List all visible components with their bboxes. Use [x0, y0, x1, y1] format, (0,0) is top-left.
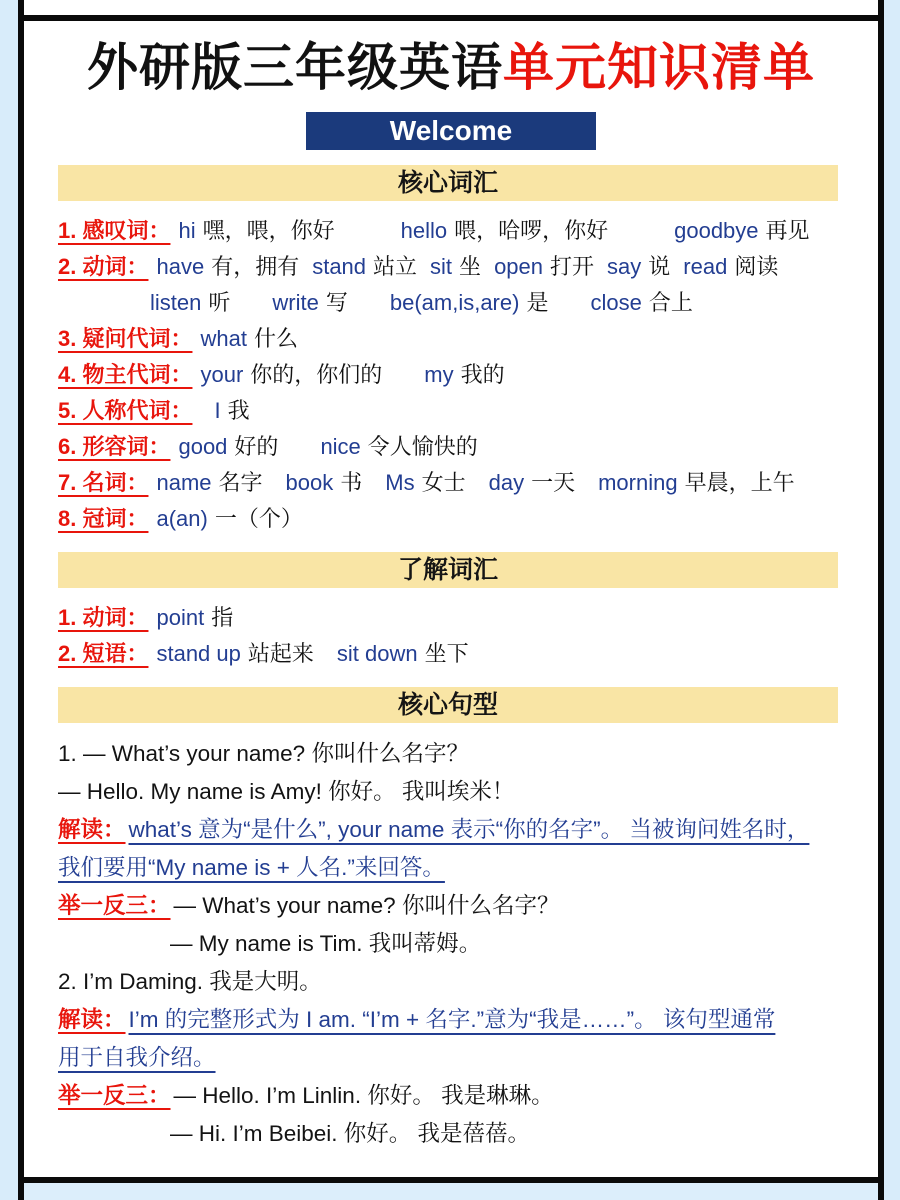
vocab-en: write: [272, 290, 319, 316]
example-block-2: [58, 1077, 844, 1153]
vocab-zh: 坐下: [424, 641, 469, 667]
vocab-line-known-verbs: [58, 600, 844, 636]
vocab-items: [156, 249, 778, 285]
unit-banner: Welcome: [306, 112, 596, 150]
vocab-en: read: [683, 254, 728, 280]
example-label: 举一反三：: [58, 1083, 171, 1109]
vocab-line-possessive-pronouns: [58, 357, 844, 393]
note-label: 解读：: [58, 817, 126, 843]
vocab-item: [178, 213, 334, 249]
section-header-core-vocab: 核心词汇: [58, 165, 838, 201]
sentence-statement-2: 2. I’m Daming. 我是大明。: [58, 969, 322, 995]
vocab-en: stand: [312, 254, 367, 280]
vocab-zh: 坐: [459, 254, 482, 280]
vocab-item: [494, 249, 594, 285]
vocab-item: [430, 249, 481, 285]
vocab-item: [156, 501, 302, 537]
vocab-zh: 写: [325, 290, 348, 316]
note-text: I’m 的完整形式为 I am. “I’m + 名字.”意为“我是……”。 该句型通常: [128, 1007, 776, 1033]
example-block-1: [58, 887, 844, 963]
vocab-en: listen: [150, 290, 202, 316]
vocab-line-nouns: [58, 465, 844, 501]
vocab-label: 4. 物主代词：: [58, 362, 193, 388]
vocab-zh: 一天: [531, 470, 576, 496]
vocab-line-personal-pronouns: [58, 393, 844, 429]
vocab-line-adjectives: [58, 429, 844, 465]
vocab-items: [150, 285, 693, 321]
worksheet-card: [24, 15, 878, 1183]
vocab-item: [200, 321, 298, 357]
vocab-label: 3. 疑问代词：: [58, 326, 193, 352]
sentence-question-1: 1. — What’s your name? 你叫什么名字？: [58, 741, 469, 767]
page-title: [58, 37, 844, 99]
vocab-line-interrogative-pronouns: [58, 321, 844, 357]
vocab-item: [590, 285, 692, 321]
vocab-item: [150, 285, 230, 321]
vocab-line-verbs-continued: [58, 285, 844, 321]
vocab-item: [385, 465, 465, 501]
vocab-item: [312, 249, 417, 285]
vocab-items: [178, 429, 477, 465]
vocab-label: 6. 形容词：: [58, 434, 171, 460]
bottom-margin-strip: [24, 1183, 878, 1200]
vocab-en: my: [424, 362, 454, 388]
vocab-en: Ms: [385, 470, 415, 496]
vocab-item: [401, 213, 609, 249]
vocab-item: [598, 465, 795, 501]
vocab-items: [200, 321, 298, 357]
vocab-item: [390, 285, 549, 321]
example-line: [58, 1077, 844, 1115]
vocab-item: [607, 249, 670, 285]
vocab-zh: 我: [227, 398, 250, 424]
vocab-zh: 指: [211, 605, 234, 631]
vocab-zh: 听: [208, 290, 231, 316]
vocab-items: [200, 393, 249, 429]
vocab-label: 5. 人称代词：: [58, 398, 193, 424]
vocab-items: [200, 357, 504, 393]
vocab-item: [337, 636, 469, 672]
vocab-item: [674, 213, 809, 249]
vocab-zh: 女士: [421, 470, 466, 496]
vocab-zh: 我的: [460, 362, 505, 388]
vocab-en: hello: [400, 218, 448, 244]
vocab-line-verbs: [58, 249, 844, 285]
vocab-zh: 喂，哈啰，你好: [454, 218, 609, 244]
vocab-zh: 是: [526, 290, 549, 316]
page-title-black: 外研版三年级英语: [86, 39, 503, 96]
vocab-label: 8. 冠词：: [58, 506, 149, 532]
vocab-zh: 站起来: [247, 641, 314, 667]
vocab-en: good: [178, 434, 228, 460]
vocab-en: what: [200, 326, 247, 352]
vocab-items: [156, 636, 468, 672]
section-header-known-vocab: 了解词汇: [58, 552, 838, 588]
vocab-item: [156, 465, 262, 501]
vocab-zh: 说: [648, 254, 671, 280]
vocab-items: [156, 501, 302, 537]
vocab-en: book: [285, 470, 334, 496]
vocab-zh: 好的: [234, 434, 279, 460]
vocab-en: stand up: [156, 641, 241, 667]
vocab-en: open: [494, 254, 544, 280]
vocab-items: [178, 213, 809, 249]
vocab-zh: 早晨，上午: [684, 470, 795, 496]
vocab-en: say: [607, 254, 642, 280]
vocab-item: [156, 636, 313, 672]
vocab-line-interjections: [58, 213, 844, 249]
vocab-item: [683, 249, 778, 285]
note-line: [58, 811, 844, 849]
vocab-item: [178, 429, 278, 465]
example-line: [58, 925, 844, 963]
vocab-item: [320, 429, 477, 465]
vocab-en: your: [200, 362, 244, 388]
page-title-red: 单元知识清单: [503, 39, 816, 96]
vocab-items: [156, 465, 794, 501]
vocab-zh: 名字: [218, 470, 263, 496]
vocab-en: sit: [430, 254, 453, 280]
vocab-line-phrases: [58, 636, 844, 672]
sentence-answer-1: — Hello. My name is Amy! 你好。 我叫埃米！: [58, 779, 515, 805]
vocab-en: be(am,is,are): [389, 290, 520, 316]
vocab-en: nice: [320, 434, 361, 460]
note-block-1: [58, 811, 844, 887]
example-label: 举一反三：: [58, 893, 171, 919]
section-header-sentence-patterns: 核心句型: [58, 687, 838, 723]
example-text: — Hello. I’m Linlin. 你好。 我是琳琳。: [173, 1083, 554, 1109]
vocab-zh: 有，拥有: [211, 254, 300, 280]
vocab-item: [424, 357, 504, 393]
vocab-label: 2. 短语：: [58, 641, 149, 667]
vocab-en: I: [214, 398, 221, 424]
vocab-label: 2. 动词：: [58, 254, 149, 280]
vocab-item: [286, 465, 363, 501]
note-label: 解读：: [58, 1007, 126, 1033]
vocab-item: [200, 357, 382, 393]
vocab-en: goodbye: [674, 218, 759, 244]
vocab-zh: 一（个）: [214, 506, 303, 532]
vocab-label: 1. 感叹词：: [58, 218, 171, 244]
vocab-item: [489, 465, 576, 501]
vocab-item: [156, 249, 299, 285]
note-text: what’s 意为“是什么”, your name 表示“你的名字”。 当被询问姓名时，: [128, 817, 810, 843]
example-line: [58, 887, 844, 925]
vocab-en: sit down: [336, 641, 418, 667]
vocab-zh: 什么: [253, 326, 298, 352]
vocab-en: point: [156, 605, 205, 631]
vocab-item: [272, 285, 347, 321]
vocab-en: close: [590, 290, 642, 316]
note-text: 用于自我介绍。: [58, 1045, 216, 1071]
example-text: — Hi. I’m Beibei. 你好。 我是蓓蓓。: [170, 1121, 531, 1147]
vocab-en: a(an): [156, 506, 208, 532]
vocab-zh: 你的，你们的: [250, 362, 383, 388]
vocab-en: hi: [178, 218, 196, 244]
vocab-zh: 合上: [648, 290, 693, 316]
vocab-en: morning: [598, 470, 678, 496]
vocab-item: [156, 600, 233, 636]
note-line: [58, 1039, 844, 1077]
vocab-zh: 令人愉快的: [367, 434, 478, 460]
vocab-zh: 书: [340, 470, 363, 496]
example-line: [58, 1115, 844, 1153]
vocab-zh: 站立: [373, 254, 418, 280]
vocab-label: 1. 动词：: [58, 605, 149, 631]
vocab-zh: 打开: [550, 254, 595, 280]
vocab-items: [156, 600, 233, 636]
example-text: — My name is Tim. 我叫蒂姆。: [170, 931, 482, 957]
vocab-label: 7. 名词：: [58, 470, 149, 496]
vocab-item: [214, 393, 249, 429]
vocab-zh: 嘿，喂，你好: [202, 218, 335, 244]
vocab-zh: 再见: [765, 218, 810, 244]
vocab-zh: 阅读: [734, 254, 779, 280]
note-text: 我们要用“My name is + 人名.”来回答。: [58, 855, 445, 881]
note-block-2: [58, 1001, 844, 1077]
note-line: [58, 849, 844, 887]
vocab-en: name: [156, 470, 212, 496]
example-text: — What’s your name? 你叫什么名字？: [173, 893, 560, 919]
note-line: [58, 1001, 844, 1039]
worksheet-column: [18, 0, 884, 1200]
vocab-en: day: [488, 470, 525, 496]
vocab-en: have: [156, 254, 205, 280]
top-margin-strip: [24, 0, 878, 15]
vocab-line-articles: [58, 501, 844, 537]
